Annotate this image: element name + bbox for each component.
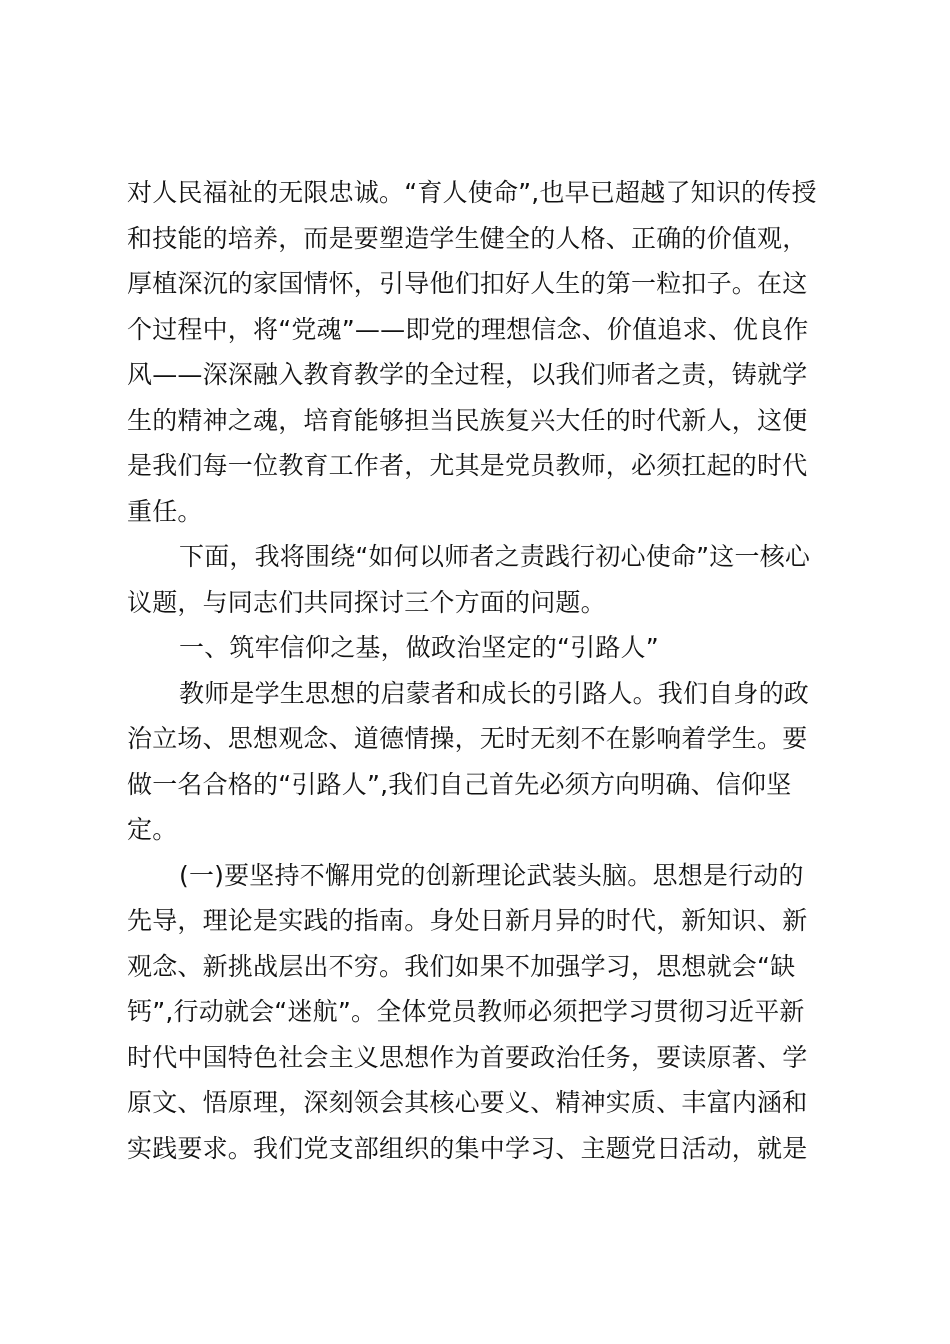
text-line: 时代中国特色社会主义思想作为首要政治任务，要读原著、学: [127, 1042, 808, 1072]
document-body: [127, 170, 827, 1171]
text-line: 治立场、思想观念、道德情操，无时无刻不在影响着学生。要: [127, 724, 808, 753]
text-line: 定。: [127, 815, 178, 844]
section-heading: 一、筑牢信仰之基，做政治坚定的“引路人”: [179, 633, 659, 662]
text-line: 厚植深沉的家国情怀，引导他们扣好人生的第一粒扣子。在这: [127, 269, 808, 298]
text-line: 原文、悟原理，深刻领会其核心要义、精神实质、丰富内涵和: [127, 1088, 808, 1117]
text-line: 重任。: [127, 496, 203, 526]
paragraph-first-line: 下面，我将围绕“如何以师者之责践行初心使命”这一核心: [179, 542, 811, 571]
paragraph-first-line: 教师是学生思想的启蒙者和成长的引路人。我们自身的政: [179, 678, 810, 708]
text-line: 先导，理论是实践的指南。身处日新月异的时代，新知识、新: [127, 906, 808, 935]
text-line: 实践要求。我们党支部组织的集中学习、主题党日活动，就是: [127, 1133, 808, 1163]
text-line: 风——深深融入教育教学的全过程，以我们师者之责，铸就学: [127, 360, 808, 389]
text-line: 和技能的培养，而是要塑造学生健全的人格、正确的价值观，: [127, 223, 808, 253]
text-line: 观念、新挑战层出不穷。我们如果不加强学习，思想就会“缺: [127, 951, 796, 981]
text-line: 是我们每一位教育工作者，尤其是党员教师，必须扛起的时代: [127, 451, 808, 480]
subsection-first-line: (一)要坚持不懈用党的创新理论武装头脑。思想是行动的: [179, 860, 804, 890]
text-line: 做一名合格的“引路人”,我们自己首先必须方向明确、信仰坚: [127, 769, 792, 799]
text-line: 钙”,行动就会“迷航”。全体党员教师必须把学习贯彻习近平新: [127, 997, 805, 1026]
text-line: 生的精神之魂，培育能够担当民族复兴大任的时代新人，这便: [127, 405, 808, 435]
text-line: 对人民福祉的无限忠诚。“育人使命”,也早已超越了知识的传授: [127, 178, 817, 207]
text-line: 个过程中，将“党魂”——即党的理想信念、价值追求、优良作: [127, 314, 809, 344]
text-line: 议题，与同志们共同探讨三个方面的问题。: [127, 587, 606, 617]
